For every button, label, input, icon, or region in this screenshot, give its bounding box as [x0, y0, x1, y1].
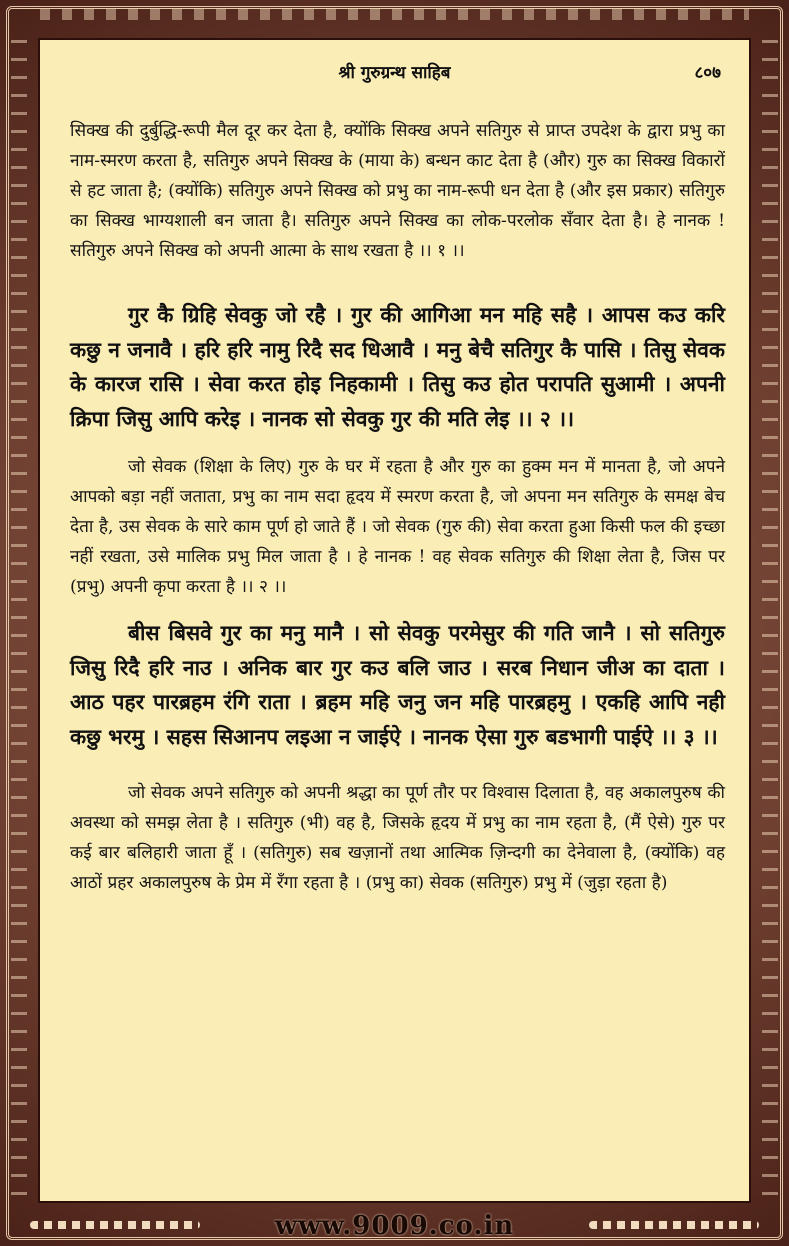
page-footer — [0, 1208, 789, 1244]
scripture-page — [38, 38, 751, 1203]
page-title: श्री गुरुग्रन्थ साहिब — [338, 63, 451, 83]
translation-paragraph: जो सेवक अपने सतिगुरु को अपनी श्रद्धा का पूर्ण तौर पर विश्वास दिलाता है, वह अकालपुरुष की अवस्था को समझ लेता है । सतिगुरु (भी) वह है, जिसके हृदय में प्रभु का नाम रहता है, (मैं ऐसे) गुरु पर कई बार बलिहारी जाता हूँ । (सतिगुरु) सब खज़ानों तथा आत्मिक ज़िन्दगी का देनेवाला है, (क्योंकि) वह आठों प्रहर अकालपुरुष के प्रेम में रँगा रहता है । (प्रभु का) सेवक (सतिगुरु) प्रभु में (जुड़ा रहता है) — [70, 783, 725, 893]
right-border-pattern — [762, 40, 778, 1206]
translation-paragraph: सिक्ख की दुर्बुद्धि-रूपी मैल दूर कर देता है, क्योंकि सिक्ख अपने सतिगुरु से प्राप्त उपदेश के द्वारा प्रभु का नाम-स्मरण करता है, सतिगुरु अपने सिक्ख के (माया के) बन्धन काट देता है (और) गुरु का सिक्ख विकारों से हट जाता है; (क्योंकि) सतिगुरु अपने सिक्ख को प्रभु का नाम-रूपी धन देता है (और इस प्रकार) सतिगुरु का सिक्ख भाग्यशाली बन जाता है। सतिगुरु अपने सिक्ख का लोक-परलोक सँवार देता है। हे नानक ! सतिगुरु अपने सिक्ख को अपनी आत्मा के साथ रखता है ।। १ ।। — [70, 121, 725, 261]
page-content — [70, 116, 725, 898]
page-header — [40, 60, 749, 90]
left-border-pattern — [11, 40, 27, 1206]
footer-ornament-left — [30, 1221, 200, 1229]
top-border-pattern — [40, 8, 749, 20]
verse-paragraph: बीस बिसवे गुर का मनु मानै । सो सेवकु परमेसुर की गति जानै । सो सतिगुरु जिसु रिदै हरि नाउ । अनिक बार गुर कउ बलि जाउ । सरब निधान जीअ का दाता । आठ पहर पारब्रहम रंगि राता । ब्रहम महि जनु जन महि पारब्रहमु । एकहि आपि नही कछु भरमु । सहस सिआनप लइआ न जाईऐ । नानक ऐसा गुरु बडभागी पाईऐ ।। ३ ।। — [70, 620, 725, 749]
footer-ornament-right — [589, 1221, 759, 1229]
website-url[interactable]: www.9009.co.in — [274, 1211, 515, 1241]
translation-paragraph: जो सेवक (शिक्षा के लिए) गुरु के घर में रहता है और गुरु का हुक्म मन में मानता है, जो अपने आपको बड़ा नहीं जताता, प्रभु का नाम सदा हृदय में स्मरण करता है, जो अपना मन सतिगुरु के समक्ष बेच देता है, उस सेवक के सारे काम पूर्ण हो जाते हैं । जो सेवक (गुरु की) सेवा करता हुआ किसी फल की इच्छा नहीं रखता, उसे मालिक प्रभु मिल जाता है । हे नानक ! वह सेवक सतिगुरु की शिक्षा लेता है, जिस पर (प्रभु) अपनी कृपा करता है ।। २ ।। — [70, 457, 725, 597]
verse-paragraph: गुर कै ग्रिहि सेवकु जो रहै । गुर की आगिआ मन महि सहै । आपस कउ करि कछु न जनावै । हरि हरि नामु रिदै सद धिआवै । मनु बेचै सतिगुर कै पासि । तिसु सेवक के कारज रासि । सेवा करत होइ निहकामी । तिसु कउ होत परापति सुआमी । अपनी क्रिपा जिसु आपि करेइ । नानक सो सेवकु गुर की मति लेइ ।। २ ।। — [70, 302, 725, 431]
page-number: ८०७ — [694, 63, 721, 83]
